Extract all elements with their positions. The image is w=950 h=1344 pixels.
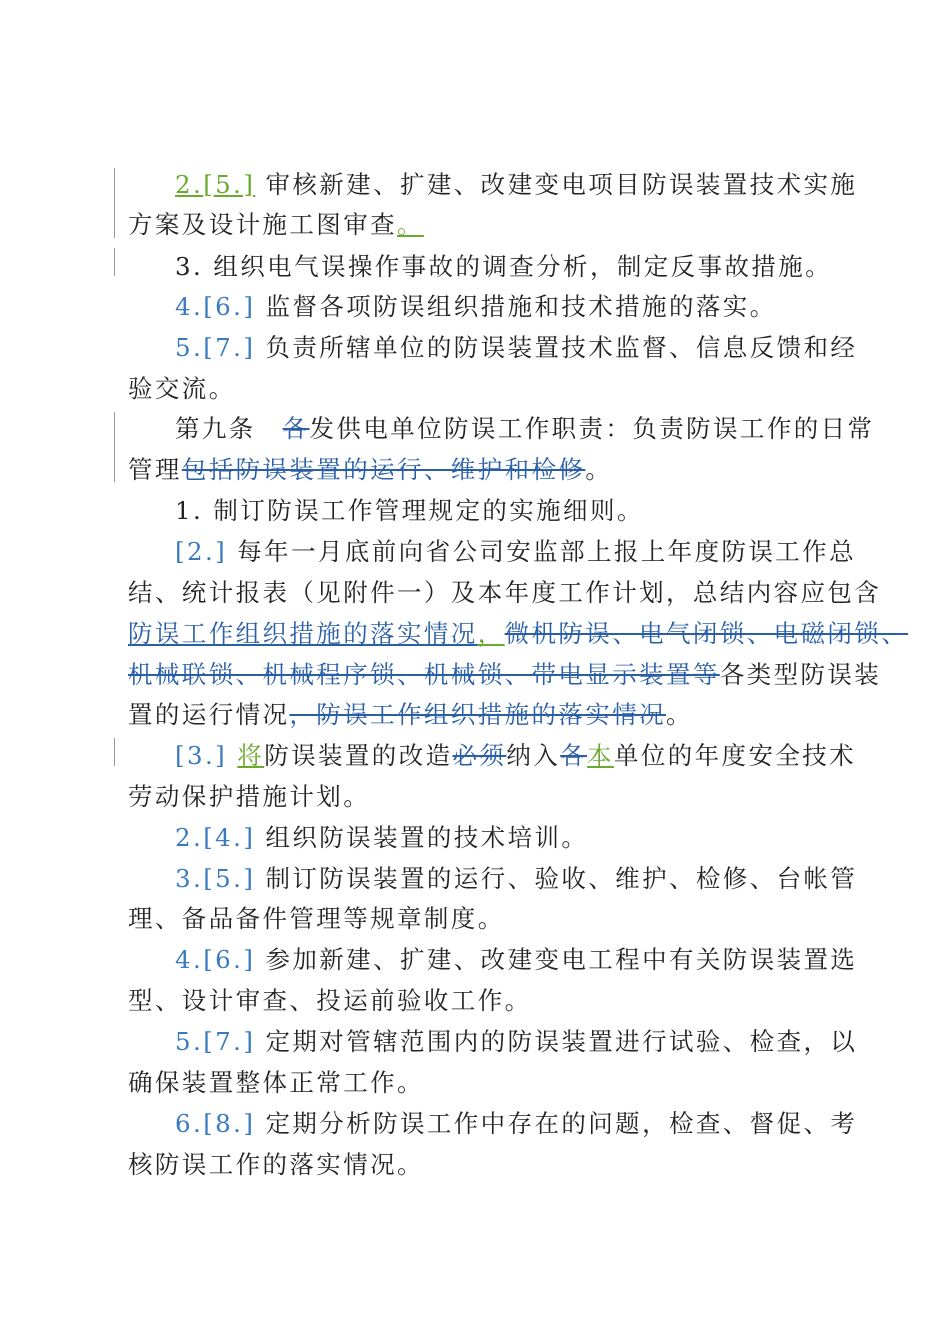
p12-text: 定期对管辖范围内的防误装置进行试验、检查，以 [255,1027,858,1056]
p5-text: 发供电单位防误工作职责：负责防误工作的日常 [309,414,875,443]
p7-line2 [128,578,881,608]
p12-line1 [175,1027,857,1057]
p10-text: 制订防误装置的运行、验收、维护、检修、台帐管 [255,864,858,893]
p11-line2 [128,986,532,1016]
p5-head: 第九条 [175,414,283,443]
p11-ref: [6.] [203,945,256,974]
p7-l3del: 微机防误、电气闭锁、电磁闭锁、 [504,619,909,648]
p10-num: 3. [175,864,204,893]
p5-line1 [175,414,874,444]
p7-l2: 结、统计报表（见附件一）及本年度工作计划，总结内容应包含 [128,578,882,607]
p1-cont: 方案及设计施工图审查 [128,210,397,239]
p7-line4 [128,660,881,690]
p7-l3ins: 防误工作组织措施的落实情况 [128,619,478,648]
p7-l4: 各类型防误装 [719,660,882,689]
p3-line [175,292,777,322]
p7-text: 每年一月底前向省公司安监部上报上年度防误工作总 [227,537,856,566]
p7-l5end: 。 [666,700,693,729]
p5-end: 。 [585,455,613,484]
p13-cont: 核防误工作的落实情况。 [128,1150,424,1179]
p9-line [175,823,588,853]
p8-ins2: 本 [587,741,614,770]
p4-text: 负责所辖单位的防误装置技术监督、信息反馈和经 [255,333,858,362]
p13-line2 [128,1150,424,1180]
p8-line2 [128,782,370,812]
change-bar-2 [114,248,115,276]
p2-line [175,252,832,282]
p6-line [175,496,644,526]
p1-text: 审核新建、扩建、改建变电项目防误装置技术实施 [255,170,858,199]
p1-line1 [175,170,857,200]
p8-ins: 将 [237,741,265,770]
p5-del2: 包括防误装置的运行、维护和检修 [181,455,586,484]
p8-t1: 防误装置的改造 [264,741,453,770]
p3-num: 4. [175,292,204,321]
p8-t2: 纳入 [506,741,561,770]
p5-line2 [128,455,612,485]
p9-num: 2. [175,823,204,852]
p7-l5: 置的运行情况 [128,700,290,729]
p8-cont: 劳动保护措施计划。 [128,782,371,811]
p12-cont: 确保装置整体正常工作。 [128,1068,424,1097]
p8-del2: 各 [560,741,588,770]
p9-ref: [4.] [203,823,256,852]
p3-ref: [6.] [203,292,256,321]
change-bar-4 [114,738,115,766]
p7-l5del: ，防误工作组织措施的落实情况 [289,700,667,729]
p7-l4del: 机械联锁、机械程序锁、机械锁、带电显示装置等 [128,660,720,689]
p7-ref: [2.] [175,537,228,566]
p4-ref: [7.] [203,333,256,362]
p8-line1 [175,741,856,771]
p10-cont: 理、备品备件管理等规章制度。 [128,904,505,933]
p11-num: 4. [175,945,204,974]
p12-ref: [7.] [203,1027,256,1056]
p7-line3 [128,619,908,649]
p13-line1 [175,1109,857,1139]
p7-line5 [128,700,693,730]
p5-cont: 管理 [128,455,182,484]
p3-text: 监督各项防误组织措施和技术措施的落实。 [255,292,777,321]
p10-ref: [5.] [203,864,256,893]
p4-cont: 验交流。 [128,374,236,403]
p1-end: 。 [397,210,424,239]
p13-ref: [8.] [203,1109,256,1138]
p4-line1 [175,333,857,363]
p2-text: 3. 组织电气误操作事故的调查分析，制定反事故措施。 [175,252,833,281]
p11-text: 参加新建、扩建、改建变电工程中有关防误装置选 [255,945,858,974]
p11-cont: 型、设计审查、投运前验收工作。 [128,986,532,1015]
p10-line1 [175,864,857,894]
p12-num: 5. [175,1027,204,1056]
change-bar-1 [114,168,115,238]
p1-line2 [128,210,424,240]
p1-ref: [5.] [203,170,256,199]
p9-text: 组织防误装置的技术培训。 [255,823,589,852]
change-bar-3 [114,412,115,482]
p11-line1 [175,945,857,975]
p13-text: 定期分析防误工作中存在的问题，检查、督促、考 [255,1109,858,1138]
p12-line2 [128,1068,424,1098]
p8-t3: 单位的年度安全技术 [613,741,857,770]
p8-del: 必须 [452,741,507,770]
p13-num: 6. [175,1109,204,1138]
p7-line1 [175,537,856,567]
p8-ref: [3.] [175,741,228,770]
p1-num: 2. [175,170,204,199]
p7-l3ins2: ， [477,619,505,648]
p10-line2 [128,904,505,934]
p6-text: 1. 制订防误工作管理规定的实施细则。 [175,496,644,525]
p5-del: 各 [282,414,310,443]
p4-line2 [128,374,236,404]
p4-num: 5. [175,333,204,362]
